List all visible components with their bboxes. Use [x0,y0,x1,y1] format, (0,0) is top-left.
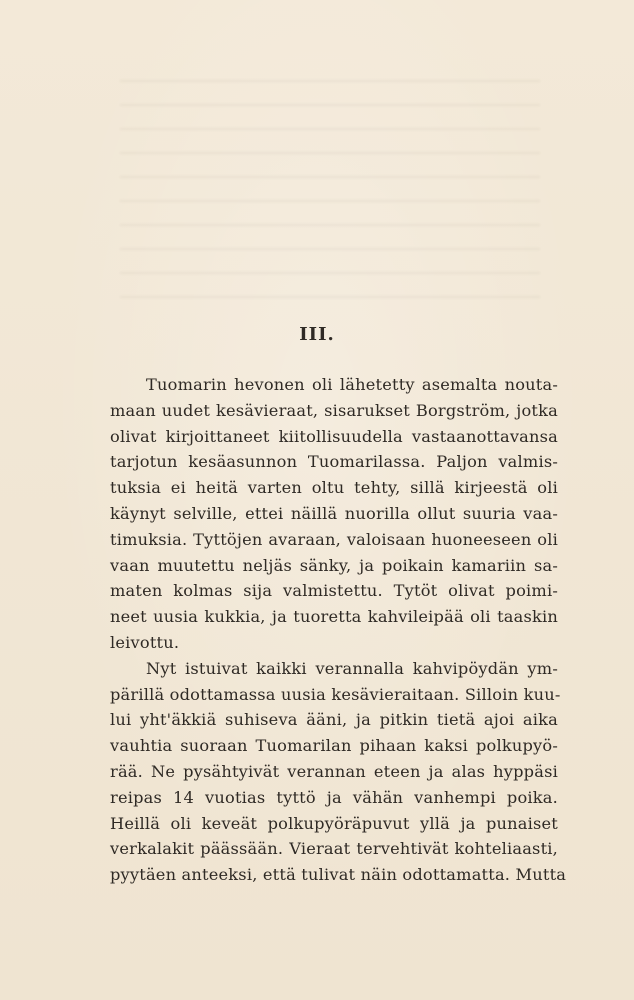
body-text [110,372,567,888]
text-line: vauhtia suoraan Tuomarilan pihaan kaksi polkupyö- [110,736,558,756]
text-line: Tuomarin hevonen oli lähetetty asemalta nouta- [146,375,558,394]
text-line: vaan muutettu neljäs sänky, ja poikain kamariin sa- [110,555,558,575]
text-line: neet uusia kukkia, ja tuoretta kahvileipää oli taaskin [110,607,558,627]
text-line: pyytäen anteeksi, että tulivat näin odottamatta. Mutta [110,865,567,885]
reverse-side-bleed-through [120,80,540,310]
text-line: tuksia ei heitä varten oltu tehty, sillä kirjeestä oli [110,478,558,498]
text-line: verkalakit päässään. Vieraat tervehtivät kohteliaasti, [110,839,558,859]
text-line: Heillä oli keveät polkupyöräpuvut yllä ja punaiset [110,813,558,833]
text-line: tarjotun kesäasunnon Tuomarilassa. Paljon valmis- [110,452,558,472]
text-line: reipas 14 vuotias tyttö ja vähän vanhempi poika. [110,787,558,807]
text-line: olivat kirjoittaneet kiitollisuudella vastaanottavansa [110,426,558,446]
text-line: timuksia. Tyttöjen avaraan, valoisaan huoneeseen oli [110,529,558,549]
text-line: leivottu. [110,632,180,652]
text-line: käynyt selville, ettei näillä nuorilla ollut suuria vaa- [110,503,558,523]
chapter-heading: III. [299,324,335,345]
text-line: Nyt istuivat kaikki verannalla kahvipöydän ym- [146,658,558,678]
text-line: pärillä odottamassa uusia kesävieraitaan. Silloin kuu- [110,684,561,704]
text-line: lui yht'äkkiä suhiseva ääni, ja pitkin tietä ajoi aika [110,710,558,730]
text-line: maten kolmas sija valmistettu. Tytöt olivat poimi- [110,581,558,601]
text-line: rää. Ne pysähtyivät verannan eteen ja alas hyppäsi [110,761,558,781]
text-line: maan uudet kesävieraat, sisarukset Borgström, jotka [110,400,558,420]
